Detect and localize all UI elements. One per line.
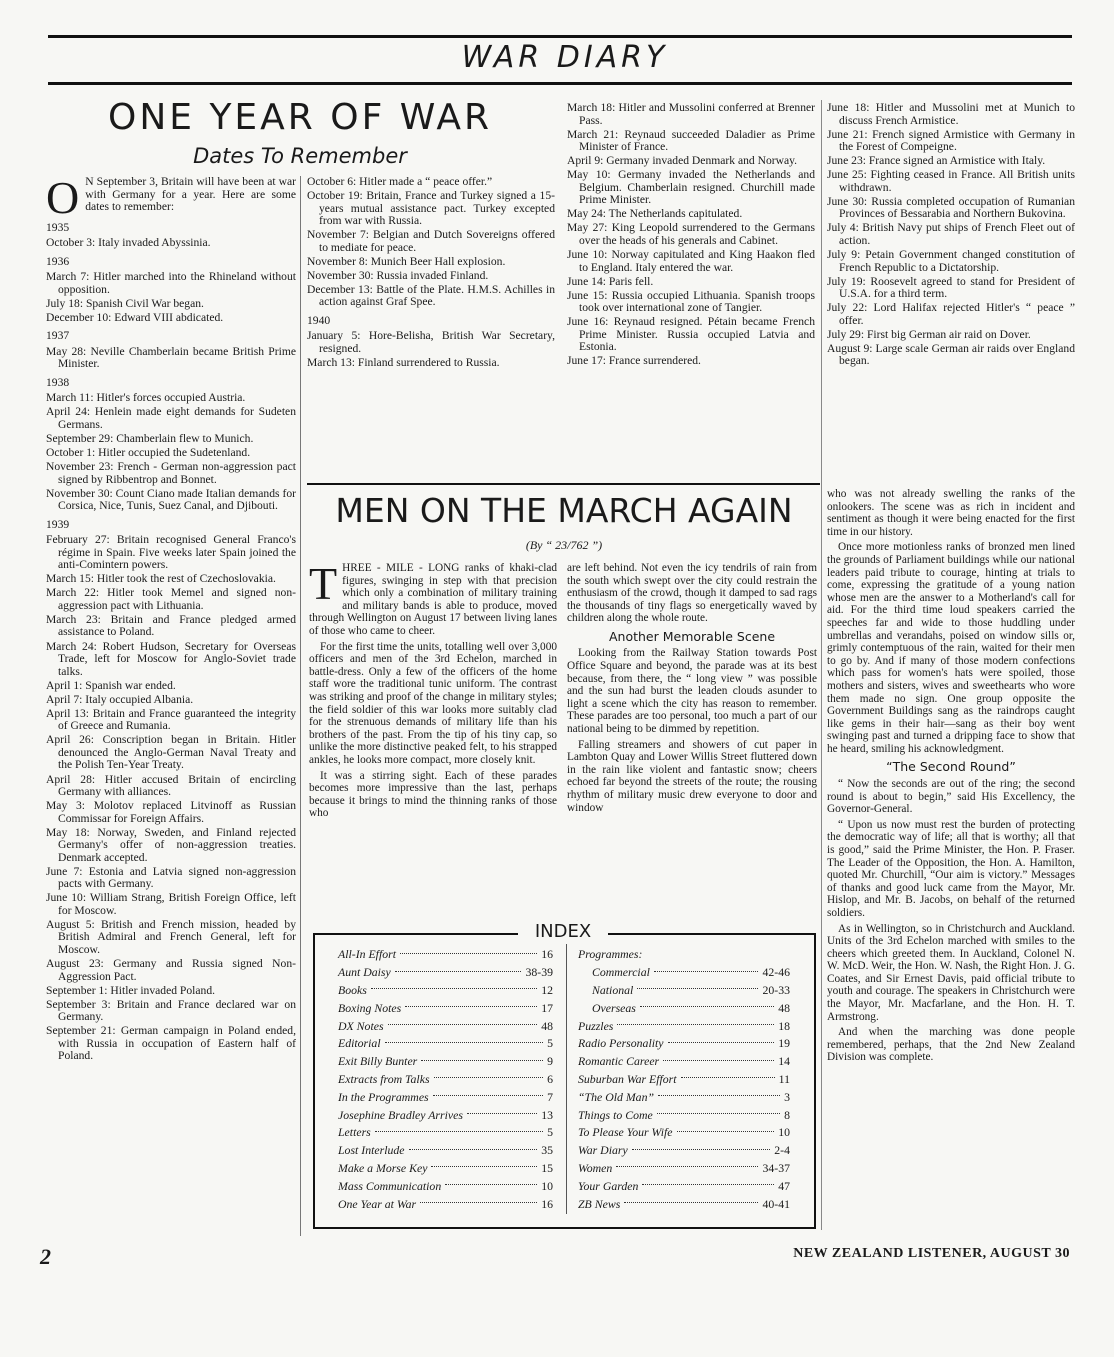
diary-entry: November 8: Munich Beer Hall explosion. bbox=[307, 254, 506, 268]
diary-entry: June 17: France surrendered. bbox=[567, 354, 701, 368]
article-paragraph: It was a stirring sight. Each of these parades becomes more impressive than the last, perhaps because it brings to mind the thinning ranks of those who bbox=[309, 769, 557, 820]
index-page-number: 13 bbox=[541, 1107, 553, 1122]
index-entry[interactable] bbox=[578, 1142, 790, 1160]
subhead-memorable-scene: Another Memorable Scene bbox=[608, 628, 776, 644]
index-entry[interactable] bbox=[578, 1195, 790, 1213]
index-leader-dots bbox=[677, 1131, 775, 1132]
index-entry[interactable] bbox=[578, 1053, 790, 1071]
feature-title-one-year: ONE YEAR OF WAR bbox=[107, 97, 493, 138]
index-leader-dots bbox=[637, 988, 758, 989]
diary-year: 1936 bbox=[46, 254, 70, 268]
index-label: Overseas bbox=[592, 1000, 636, 1015]
index-entry[interactable] bbox=[338, 982, 553, 1000]
index-right-list bbox=[578, 946, 790, 1213]
article-column-a bbox=[309, 558, 557, 823]
header-rule-bottom bbox=[48, 82, 1072, 85]
diary-entry: July 4: British Navy put ships of French Fleet out of action. bbox=[827, 221, 1075, 247]
index-leader-dots bbox=[617, 1024, 774, 1025]
index-page-number: 48 bbox=[778, 1000, 790, 1015]
diary-entry: June 23: France signed an Armistice with Italy. bbox=[827, 154, 1046, 168]
index-entry[interactable] bbox=[338, 1035, 553, 1053]
index-label: National bbox=[592, 982, 634, 997]
index-page-number: 11 bbox=[778, 1071, 790, 1086]
index-label: Josephine Bradley Arrives bbox=[338, 1107, 463, 1122]
index-programmes-label bbox=[578, 946, 790, 964]
index-leader-dots bbox=[654, 971, 759, 972]
diary-entry: September 21: German campaign in Poland ended, with Russia in occupation of Eastern half of Poland. bbox=[46, 1024, 296, 1063]
index-label: Mass Communication bbox=[338, 1178, 442, 1193]
section-rule bbox=[307, 483, 820, 485]
index-label: One Year at War bbox=[338, 1196, 417, 1211]
index-leader-dots bbox=[431, 1166, 537, 1167]
diary-entry: December 13: Battle of the Plate. H.M.S. Achilles in action against Graf Spee. bbox=[307, 282, 555, 309]
index-page-number: 35 bbox=[541, 1143, 553, 1158]
diary-year: 1935 bbox=[46, 220, 70, 234]
diary-entry: June 18: Hitler and Mussolini met at Munich to discuss French Armistice. bbox=[827, 101, 1075, 127]
index-leader-dots bbox=[420, 1202, 537, 1203]
diary-entry: September 29: Chamberlain flew to Munich. bbox=[46, 431, 254, 445]
feature-title-march: MEN ON THE MARCH AGAIN bbox=[335, 491, 793, 530]
index-page-number: 9 bbox=[547, 1054, 553, 1069]
index-leader-dots bbox=[681, 1077, 775, 1078]
index-left-list bbox=[338, 946, 553, 1213]
diary-entry: June 16: Reynaud resigned. Pétain became French Prime Minister. Russia occupied Latvia and Estonia. bbox=[567, 315, 815, 354]
index-entry[interactable] bbox=[578, 1124, 790, 1142]
index-leader-dots bbox=[434, 1077, 544, 1078]
article-column-b bbox=[567, 562, 817, 817]
index-leader-dots bbox=[385, 1042, 543, 1043]
diary-year: 1940 bbox=[307, 313, 331, 327]
index-label: Radio Personality bbox=[578, 1036, 664, 1051]
diary-entry: February 27: Britain recognised General Franco's régime in Spain. Five weeks later Spain joined the anti-Comintern powers. bbox=[46, 533, 296, 572]
diary-entry: January 5: Hore-Belisha, British War Secretary, resigned. bbox=[307, 329, 555, 355]
diary-entry: September 1: Hitler invaded Poland. bbox=[46, 983, 216, 997]
index-page-number: 34-37 bbox=[762, 1160, 790, 1175]
index-leader-dots bbox=[375, 1131, 543, 1132]
index-leader-dots bbox=[616, 1166, 758, 1167]
index-entry[interactable] bbox=[338, 1142, 553, 1160]
index-leader-dots bbox=[409, 1149, 538, 1150]
diary-entry: March 13: Finland surrendered to Russia. bbox=[307, 356, 500, 370]
index-leader-dots bbox=[400, 953, 537, 954]
diary-entry: July 9: Petain Government changed constitution of French Republic to a Dictatorship. bbox=[827, 248, 1075, 274]
index-page-number: 7 bbox=[547, 1089, 553, 1104]
diary-entry: May 3: Molotov replaced Litvinoff as Russian Commissar for Foreign Affairs. bbox=[46, 799, 296, 825]
diary-entry: June 10: William Strang, British Foreign Office, left for Moscow. bbox=[46, 891, 296, 917]
feature-subtitle: Dates To Remember bbox=[193, 144, 407, 168]
diary-entry: November 7: Belgian and Dutch Sovereigns offered to mediate for peace. bbox=[307, 228, 555, 254]
diary-entry: May 10: Germany invaded the Netherlands and Belgium. Chamberlain resigned. Churchill made Prime Minister. bbox=[567, 168, 815, 207]
index-leader-dots bbox=[433, 1095, 543, 1096]
diary-entry: June 21: French signed Armistice with Germany in the Forest of Compeigne. bbox=[827, 127, 1075, 154]
index-entry[interactable] bbox=[578, 1106, 790, 1124]
diary-entry: December 10: Edward VIII abdicated. bbox=[46, 310, 224, 324]
index-entry[interactable] bbox=[338, 1088, 553, 1106]
diary-entry: September 3: Britain and France declared war on Germany. bbox=[46, 997, 296, 1024]
index-leader-dots bbox=[624, 1202, 758, 1203]
index-entry[interactable] bbox=[592, 982, 790, 1000]
index-entry[interactable] bbox=[338, 1106, 553, 1124]
index-leader-dots bbox=[445, 1184, 537, 1185]
index-divider bbox=[566, 944, 567, 1214]
index-page-number: 3 bbox=[784, 1089, 790, 1104]
subhead-second-round: “The Second Round” bbox=[886, 759, 1016, 775]
diary-entry: July 19: Roosevelt agreed to stand for President of U.S.A. for a third term. bbox=[827, 274, 1075, 301]
diary-year: 1939 bbox=[46, 517, 70, 531]
diary-column-2 bbox=[307, 176, 555, 371]
diary-entry: October 6: Hitler made a “ peace offer.” bbox=[307, 175, 493, 188]
article-column-c bbox=[827, 488, 1075, 1067]
article-paragraph: Falling streamers and showers of cut paper in Lambton Quay and Lower Willis Street fluttered down in the rain like violent and fantastic snow; cheers echoed far beyond the streets of the route; the rousing rhythm of military music drew everyone to door and window bbox=[567, 738, 817, 814]
index-entry[interactable] bbox=[592, 964, 790, 982]
column-divider bbox=[300, 176, 301, 1236]
index-label: ZB News bbox=[578, 1196, 621, 1211]
index-label: All-In Effort bbox=[338, 947, 396, 962]
intro-paragraph: N September 3, Britain will have been at war with Germany for a year. Here are some dates to remember: bbox=[85, 175, 296, 213]
index-entry[interactable] bbox=[338, 1053, 553, 1071]
index-label: Boxing Notes bbox=[338, 1000, 402, 1015]
index-page-number: 40-41 bbox=[762, 1196, 790, 1211]
diary-entry: March 11: Hitler's forces occupied Austria. bbox=[46, 391, 246, 405]
index-page-number: 16 bbox=[541, 947, 553, 962]
index-label: To Please Your Wife bbox=[578, 1125, 673, 1140]
page-number: 2 bbox=[40, 1244, 51, 1269]
diary-entry: August 5: British and French mission, headed by British Admiral and French General, left for Moscow. bbox=[46, 917, 296, 956]
index-page-number: 5 bbox=[547, 1125, 553, 1140]
index-page-number: 18 bbox=[778, 1018, 790, 1033]
diary-entry: May 24: The Netherlands capitulated. bbox=[567, 207, 743, 221]
index-label: Make a Morse Key bbox=[338, 1160, 428, 1175]
diary-entry: June 25: Fighting ceased in France. All British units withdrawn. bbox=[827, 168, 1075, 194]
diary-entry: March 22: Hitler took Memel and signed non-aggression pact with Lithuania. bbox=[46, 586, 296, 612]
index-label: Your Garden bbox=[578, 1178, 639, 1193]
diary-entry: March 7: Hitler marched into the Rhineland without opposition. bbox=[46, 270, 296, 296]
index-page-number: 19 bbox=[778, 1036, 790, 1051]
diary-entry: April 13: Britain and France guaranteed the integrity of Greece and Rumania. bbox=[46, 706, 296, 733]
index-entry[interactable] bbox=[578, 1035, 790, 1053]
index-label: Women bbox=[578, 1160, 613, 1175]
index-leader-dots bbox=[371, 988, 537, 989]
diary-entry: October 1: Hitler occupied the Sudetenland. bbox=[46, 445, 251, 459]
diary-entry: March 24: Robert Hudson, Secretary for Overseas Trade, left for Moscow for Anglo-Soviet trade talks. bbox=[46, 639, 296, 678]
article-paragraph: Looking from the Railway Station towards Post Office Square and beyond, the parade was at its best because, from there, the “ long view ” was possible and the sun had burst the leaden clouds asunder to light a scene which the city has reason to remember. These parades are too personal, too much a part of our national being to be dimmed by repetition. bbox=[567, 647, 817, 736]
index-leader-dots bbox=[663, 1060, 774, 1061]
byline: (By “ 23/762 ”) bbox=[525, 538, 603, 552]
index-leader-dots bbox=[640, 1006, 774, 1007]
index-page-number: 38-39 bbox=[525, 965, 553, 980]
index-entry[interactable] bbox=[338, 1017, 553, 1035]
index-label: Books bbox=[338, 982, 367, 997]
index-label: Programmes: bbox=[578, 947, 643, 962]
diary-entry: June 10: Norway capitulated and King Haakon fled to England. Italy entered the war. bbox=[567, 248, 815, 274]
index-entry[interactable] bbox=[338, 946, 553, 964]
diary-entry: May 18: Norway, Sweden, and Finland rejected Germany's offer of non-aggression treaties. Denmark accepted. bbox=[46, 825, 296, 864]
article-paragraph: HREE - MILE - LONG ranks of khaki-clad figures, swinging in step with that precision which only a combination of military training and military bands is able to produce, moved through Wellington on August 17 between living lanes of those who came to cheer. bbox=[309, 562, 557, 637]
header-rule-top bbox=[48, 35, 1072, 38]
index-label: In the Programmes bbox=[338, 1089, 429, 1104]
index-page-number: 12 bbox=[541, 982, 553, 997]
diary-year: 1938 bbox=[46, 375, 70, 389]
index-entry[interactable] bbox=[592, 999, 790, 1017]
article-paragraph: “ Upon us now must rest the burden of protecting the democratic way of life; all that is worthy; all that is good,” said the Prime Minister, the Hon. P. Fraser. The Leader of the Opposition, the Hon. A. Hamilton, quoted Mr. Churchill, “Our aim is victory.” Messages of thanks and good luck came from the Mayor, Mr. Hislop, and Mr. B. Jacobs, on behalf of the returned soldiers. bbox=[827, 818, 1075, 919]
article-paragraph: are left behind. Not even the icy tendrils of rain from the south which swept over the city could restrain the enthusiasm of the crowd, though it damped to sad rags the thousands of tiny flags so energetically waved by children along the whole route. bbox=[567, 562, 817, 625]
diary-column-4 bbox=[827, 102, 1075, 370]
index-label: Extracts from Talks bbox=[338, 1071, 430, 1086]
index-page-number: 10 bbox=[778, 1125, 790, 1140]
index-entry[interactable] bbox=[338, 1124, 553, 1142]
diary-entry: June 15: Russia occupied Lithuania. Spanish troops took over international zone of Tangier. bbox=[567, 288, 815, 315]
index-page-number: 6 bbox=[547, 1071, 553, 1086]
index-title: INDEX bbox=[518, 920, 608, 944]
index-label: Things to Come bbox=[578, 1107, 653, 1122]
diary-entry: April 24: Henlein made eight demands for Sudeten Germans. bbox=[46, 405, 296, 431]
index-label: Editorial bbox=[338, 1036, 381, 1051]
index-leader-dots bbox=[405, 1006, 537, 1007]
index-leader-dots bbox=[642, 1184, 774, 1185]
index-page-number: 14 bbox=[778, 1054, 790, 1069]
index-page-number: 17 bbox=[541, 1000, 553, 1015]
index-entry[interactable] bbox=[578, 1088, 790, 1106]
article-paragraph: For the first time the units, totalling well over 3,000 officers and men of the 3rd Echelon, marched in battle-dress. Only a few of the officers of the home staff wore the traditional tunic uniform. The contrast was striking and proof of the change in military styles; the field soldier of this war looks more suitably clad for the strenuous demands of military life than his brothers of the past. From the tip of his tiny cap, so unlike the more distinctive peaked felt, to his strapped ankles, he looks more compact, more closely knit. bbox=[309, 640, 557, 766]
dropcap-t: T bbox=[309, 558, 338, 609]
diary-entry: October 3: Italy invaded Abyssinia. bbox=[46, 236, 211, 249]
diary-entry: November 30: Count Ciano made Italian demands for Corsica, Nice, Tunis, Suez Canal, and Djibouti. bbox=[46, 486, 296, 513]
article-paragraph: who was not already swelling the ranks of the onlookers. The scene was as rich in incident and sentiment as though it were being enacted for the first time in our history. bbox=[827, 488, 1075, 538]
index-label: Puzzles bbox=[578, 1018, 614, 1033]
index-page-number: 20-33 bbox=[762, 982, 790, 997]
diary-entry: July 29: First big German air raid on Dover. bbox=[827, 327, 1031, 341]
index-leader-dots bbox=[388, 1024, 538, 1025]
index-label: Letters bbox=[338, 1125, 371, 1140]
index-label: Romantic Career bbox=[578, 1054, 660, 1069]
diary-entry: April 26: Conscription began in Britain. Hitler denounced the Anglo-German Naval Treaty and the Polish Ten-Year Treaty. bbox=[46, 733, 296, 772]
diary-entry: May 28: Neville Chamberlain became British Prime Minister. bbox=[46, 344, 296, 371]
index-label: “The Old Man” bbox=[578, 1089, 655, 1104]
diary-entry: March 18: Hitler and Mussolini conferred at Brenner Pass. bbox=[567, 101, 815, 127]
diary-entry: July 22: Lord Halifax rejected Hitler's “ peace ” offer. bbox=[827, 301, 1075, 327]
index-label: War Diary bbox=[578, 1143, 628, 1158]
index-leader-dots bbox=[467, 1113, 537, 1114]
diary-entry: June 14: Paris fell. bbox=[567, 274, 654, 288]
index-page-number: 5 bbox=[547, 1036, 553, 1051]
diary-entry: July 18: Spanish Civil War began. bbox=[46, 296, 204, 310]
diary-entry: March 23: Britain and France pledged armed assistance to Poland. bbox=[46, 612, 296, 639]
index-entry[interactable] bbox=[338, 1177, 553, 1195]
index-entry[interactable] bbox=[338, 1071, 553, 1089]
index-leader-dots bbox=[657, 1113, 780, 1114]
index-entry[interactable] bbox=[338, 999, 553, 1017]
diary-entry: November 30: Russia invaded Finland. bbox=[307, 268, 489, 282]
index-page-number: 42-46 bbox=[762, 965, 790, 980]
diary-entry: November 23: French - German non-aggression pact signed by Ribbentrop and Bonnet. bbox=[46, 460, 296, 486]
index-leader-dots bbox=[421, 1060, 543, 1061]
diary-year: 1937 bbox=[46, 329, 70, 343]
index-label: DX Notes bbox=[338, 1018, 384, 1033]
header-title: WAR DIARY bbox=[461, 40, 669, 75]
index-entry[interactable] bbox=[338, 1160, 553, 1178]
column-divider bbox=[821, 100, 822, 1230]
dropcap-o: O bbox=[46, 172, 80, 223]
index-page-number: 16 bbox=[541, 1196, 553, 1211]
index-page-number: 10 bbox=[541, 1178, 553, 1193]
diary-entry: June 30: Russia completed occupation of Rumanian Provinces of Bessarabia and Northern Bukovina. bbox=[827, 194, 1075, 221]
index-label: Aunt Daisy bbox=[338, 965, 391, 980]
index-page-number: 2-4 bbox=[774, 1143, 790, 1158]
publication-line: NEW ZEALAND LISTENER, AUGUST 30 bbox=[793, 1246, 1070, 1261]
index-entry[interactable] bbox=[338, 964, 553, 982]
index-page-number: 48 bbox=[541, 1018, 553, 1033]
diary-entry: April 9: Germany invaded Denmark and Norway. bbox=[567, 154, 798, 168]
diary-entry: April 7: Italy occupied Albania. bbox=[46, 692, 194, 706]
diary-entry: June 7: Estonia and Latvia signed non-aggression pacts with Germany. bbox=[46, 864, 296, 891]
index-entry[interactable] bbox=[338, 1195, 553, 1213]
index-label: Exit Billy Bunter bbox=[338, 1054, 418, 1069]
index-entry[interactable] bbox=[578, 1177, 790, 1195]
index-entry[interactable] bbox=[578, 1071, 790, 1089]
article-paragraph: Once more motionless ranks of bronzed men lined the grounds of Parliament buildings while our national leaders paid tribute to courage, hinting at trials to come, expressing the gratitude of a young nation whose men are the answer to a Motherland's call for aid. For the third time loud speakers carried the speeches far and wide to those huddling under umbrellas and verandahs, poised on window sills or, grimly contemptuous of the rain, waited for their men to go by. And if many of those modern confections which pass for women's hats were spoiled, those mothers and sisters, wives and sweethearts who wore them made no sign. One group opposite the Government Buildings sang as the raindrops caught like gems in their hair—sang as their boy went swinging past and turned a dripping face to show that he heard, smiling his acknowledgment. bbox=[827, 541, 1075, 755]
index-entry[interactable] bbox=[578, 1017, 790, 1035]
index-entry[interactable] bbox=[578, 1160, 790, 1178]
index-label: Commercial bbox=[592, 965, 650, 980]
index-leader-dots bbox=[668, 1042, 775, 1043]
diary-entry: April 1: Spanish war ended. bbox=[46, 678, 176, 692]
diary-column-3 bbox=[567, 102, 815, 370]
article-paragraph: And when the marching was done people remembered, perhaps, that the 2nd New Zealand Division was complete. bbox=[827, 1026, 1075, 1064]
diary-entry: August 9: Large scale German air raids over England began. bbox=[827, 341, 1075, 368]
article-paragraph: “ Now the seconds are out of the ring; the second round is about to begin,” said His Excellency, the Governor-General. bbox=[827, 777, 1075, 816]
index-leader-dots bbox=[395, 971, 522, 972]
index-page-number: 15 bbox=[541, 1160, 553, 1175]
index-label: Suburban War Effort bbox=[578, 1071, 677, 1086]
index-leader-dots bbox=[632, 1149, 771, 1150]
diary-entry: May 27: King Leopold surrendered to the Germans over the heads of his generals and Cabinet. bbox=[567, 221, 815, 247]
diary-entry: August 23: Germany and Russia signed Non-Aggression Pact. bbox=[46, 957, 296, 983]
diary-column-1 bbox=[46, 172, 296, 1064]
index-label: Lost Interlude bbox=[338, 1143, 405, 1158]
index-page-number: 8 bbox=[784, 1107, 790, 1122]
article-paragraph: As in Wellington, so in Christchurch and Auckland. Units of the 3rd Echelon marched with smiles to the cheers which greeted them. In Auckland, Colonel N. W. McD. Weir, the Hon. W. Nash, the Right Hon. J. G. Coates, and Sir Ernest Davis, paid official tribute to youth and courage. The speakers in Christchurch were the Mayor, Mr. Macfarlane, and the Hon. H. T. Armstrong. bbox=[827, 922, 1075, 1023]
index-leader-dots bbox=[658, 1095, 780, 1096]
diary-entry: April 28: Hitler accused Britain of encircling Germany with alliances. bbox=[46, 772, 296, 798]
diary-entry: October 19: Britain, France and Turkey signed a 15-years mutual assistance pact. Turkey excepted from war with Russia. bbox=[307, 189, 555, 228]
index-page-number: 47 bbox=[778, 1178, 790, 1193]
diary-entry: March 15: Hitler took the rest of Czechoslovakia. bbox=[46, 572, 276, 586]
diary-entry: March 21: Reynaud succeeded Daladier as Prime Minister of France. bbox=[567, 127, 815, 154]
